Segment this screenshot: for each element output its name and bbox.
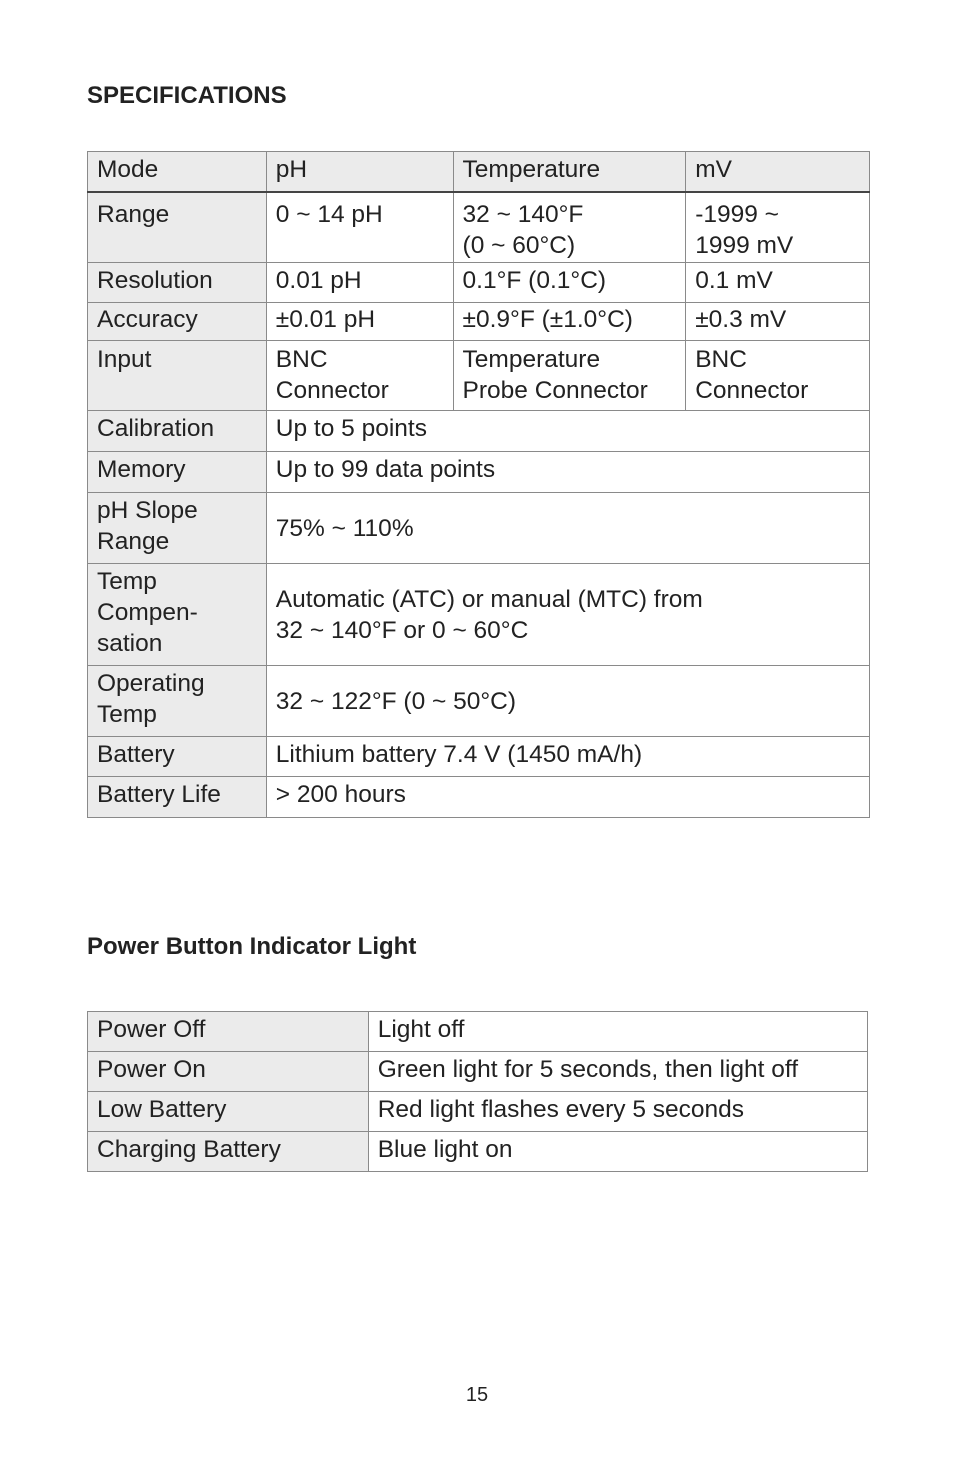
table-row bbox=[88, 1132, 868, 1172]
row-label: Battery Life bbox=[88, 777, 267, 818]
row-label: Resolution bbox=[88, 263, 267, 303]
table-cell: Temperature Probe Connector bbox=[453, 341, 686, 411]
table-cell: Automatic (ATC) or manual (MTC) from 32 ~ 140°F or 0 ~ 60°C bbox=[266, 564, 869, 666]
power-indicator-table bbox=[87, 1011, 868, 1172]
table-cell: 75% ~ 110% bbox=[266, 493, 869, 564]
table-row bbox=[88, 192, 870, 263]
table-row bbox=[88, 564, 870, 666]
table-row bbox=[88, 1092, 868, 1132]
specifications-table bbox=[87, 151, 870, 818]
table-cell: Light off bbox=[368, 1012, 867, 1052]
header-cell: Temperature bbox=[453, 152, 686, 193]
table-row bbox=[88, 777, 870, 818]
table-row bbox=[88, 411, 870, 452]
row-label: Charging Battery bbox=[88, 1132, 369, 1172]
table-cell: > 200 hours bbox=[266, 777, 869, 818]
table-cell: ±0.9°F (±1.0°C) bbox=[453, 303, 686, 341]
row-label: Range bbox=[88, 192, 267, 263]
table-cell: 32 ~ 122°F (0 ~ 50°C) bbox=[266, 666, 869, 737]
table-cell: ±0.01 pH bbox=[266, 303, 453, 341]
row-label: Battery bbox=[88, 737, 267, 777]
table-row bbox=[88, 1012, 868, 1052]
table-cell: Blue light on bbox=[368, 1132, 867, 1172]
table-row bbox=[88, 452, 870, 493]
table-cell: 0.1°F (0.1°C) bbox=[453, 263, 686, 303]
header-cell: mV bbox=[686, 152, 870, 193]
row-label: Memory bbox=[88, 452, 267, 493]
header-cell: Mode bbox=[88, 152, 267, 193]
table-row bbox=[88, 1052, 868, 1092]
row-label: Operating Temp bbox=[88, 666, 267, 737]
table-cell: Red light flashes every 5 seconds bbox=[368, 1092, 867, 1132]
page-number: 15 bbox=[465, 1384, 489, 1406]
table-header-row bbox=[88, 152, 870, 193]
row-label: Input bbox=[88, 341, 267, 411]
table-cell: Lithium battery 7.4 V (1450 mA/h) bbox=[266, 737, 869, 777]
table-cell: 32 ~ 140°F (0 ~ 60°C) bbox=[453, 192, 686, 263]
row-label: pH Slope Range bbox=[88, 493, 267, 564]
table-row bbox=[88, 263, 870, 303]
table-cell: 0.1 mV bbox=[686, 263, 870, 303]
specifications-heading: SPECIFICATIONS bbox=[87, 82, 287, 109]
row-label: Power Off bbox=[88, 1012, 369, 1052]
table-cell: 0.01 pH bbox=[266, 263, 453, 303]
row-label: Low Battery bbox=[88, 1092, 369, 1132]
table-cell: BNC Connector bbox=[686, 341, 870, 411]
power-indicator-heading: Power Button Indicator Light bbox=[87, 933, 417, 960]
row-label: Temp Compen- sation bbox=[88, 564, 267, 666]
table-row bbox=[88, 737, 870, 777]
table-row bbox=[88, 493, 870, 564]
table-cell: Up to 99 data points bbox=[266, 452, 869, 493]
table-row bbox=[88, 303, 870, 341]
table-cell: 0 ~ 14 pH bbox=[266, 192, 453, 263]
header-cell: pH bbox=[266, 152, 453, 193]
table-row bbox=[88, 341, 870, 411]
table-cell: ±0.3 mV bbox=[686, 303, 870, 341]
table-cell: Green light for 5 seconds, then light off bbox=[368, 1052, 867, 1092]
table-cell: -1999 ~ 1999 mV bbox=[686, 192, 870, 263]
table-cell: Up to 5 points bbox=[266, 411, 869, 452]
table-row bbox=[88, 666, 870, 737]
row-label: Accuracy bbox=[88, 303, 267, 341]
row-label: Power On bbox=[88, 1052, 369, 1092]
table-cell: BNC Connector bbox=[266, 341, 453, 411]
row-label: Calibration bbox=[88, 411, 267, 452]
